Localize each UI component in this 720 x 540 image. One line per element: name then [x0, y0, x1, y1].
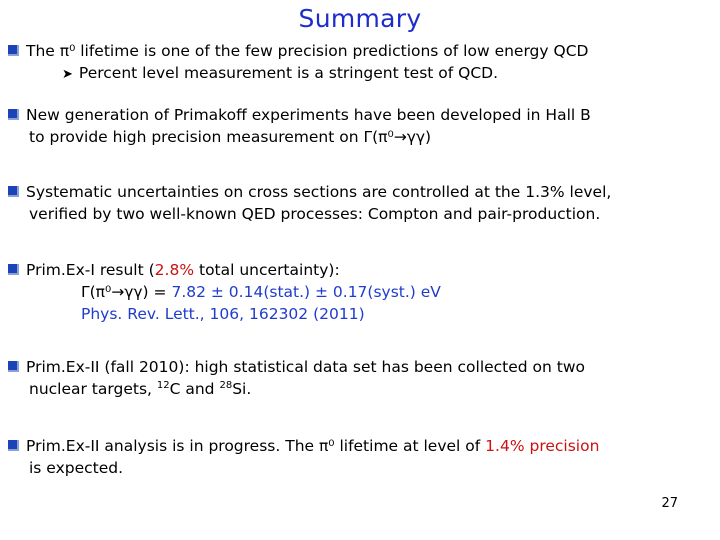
carbon-mass-number: 12 [156, 379, 170, 391]
bullet-text-tail: total uncertainty): [194, 261, 340, 279]
carbon-symbol: C [169, 380, 181, 398]
bullet-primex2-data [8, 356, 585, 400]
silicon-symbol: Si. [232, 380, 252, 398]
bullet-primex1-result [8, 259, 441, 325]
conjunction: and [180, 380, 220, 398]
bullet-square-icon [8, 264, 19, 275]
bullet-systematics [8, 181, 611, 225]
bullet-text-line2: verified by two well-known QED processes: Compton and pair-production. [29, 205, 601, 223]
bullet-text-line2: is expected. [29, 459, 124, 477]
publication-reference: Phys. Rev. Lett., 106, 162302 (2011) [81, 305, 365, 323]
silicon-mass-number: 28 [219, 379, 233, 391]
bullet-square-icon [8, 109, 19, 120]
width-formula: Γ(π⁰→γγ) = [81, 283, 172, 301]
slide-title: Summary [298, 4, 422, 33]
bullet-square-icon [8, 440, 19, 451]
bullet-primakoff [8, 104, 591, 148]
bullet-primex2-analysis [8, 435, 599, 479]
precision-highlight: 1.4% precision [485, 437, 600, 455]
bullet-square-icon [8, 186, 19, 197]
bullet-square-icon [8, 45, 19, 56]
bullet-text: Prim.Ex-II analysis is in progress. The π⁰ lifetime at level of [26, 437, 486, 455]
arrow-right-icon: ➤ [62, 67, 73, 82]
bullet-text-line2: to provide high precision measurement on Γ(π⁰→γγ) [29, 128, 432, 146]
page-number: 27 [661, 496, 678, 511]
bullet-text: Prim.Ex-I result ( [26, 261, 155, 279]
bullet-square-icon [8, 361, 19, 372]
bullet-text: New generation of Primakoff experiments have been developed in Hall B [26, 106, 591, 124]
bullet-text: Systematic uncertainties on cross sections are controlled at the 1.3% level, [26, 183, 612, 201]
sub-bullet-text: Percent level measurement is a stringent test of QCD. [78, 64, 499, 82]
width-result: 7.82 ± 0.14(stat.) ± 0.17(syst.) eV [171, 283, 441, 301]
bullet-text: Prim.Ex-II (fall 2010): high statistical data set has been collected on two [26, 358, 586, 376]
bullet-text: The π⁰ lifetime is one of the few precision predictions of low energy QCD [26, 42, 589, 60]
bullet-text-line2: nuclear targets, [29, 380, 157, 398]
bullet-qcd [8, 40, 588, 86]
uncertainty-highlight: 2.8% [154, 261, 195, 279]
